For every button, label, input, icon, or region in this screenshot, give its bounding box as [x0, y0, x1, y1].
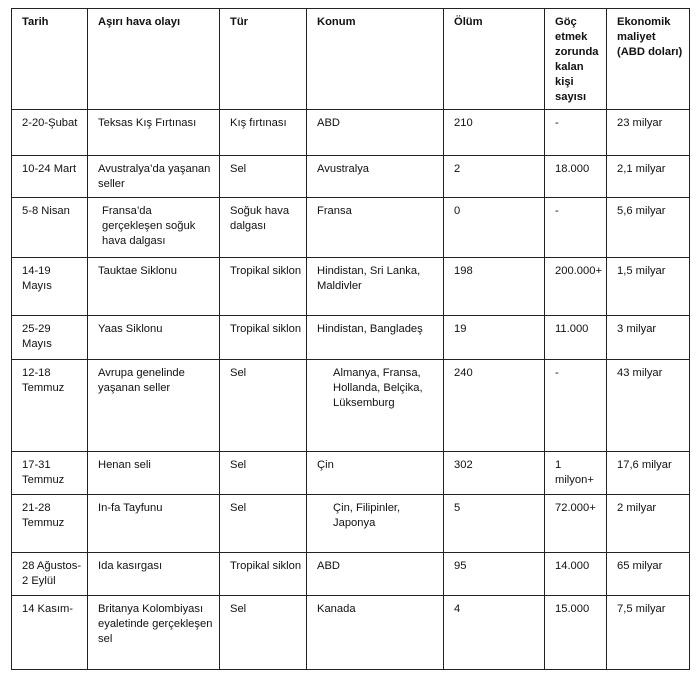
cell-displaced: 14.000	[545, 553, 607, 596]
table-row	[12, 198, 690, 258]
cell-cost: 5,6 milyar	[607, 198, 690, 258]
table-row	[12, 596, 690, 670]
cell-cost: 23 milyar	[607, 110, 690, 156]
cell-type: Tropikal siklon	[220, 553, 307, 596]
cell-cost: 3 milyar	[607, 316, 690, 360]
cell-date: 12-18 Temmuz	[12, 360, 88, 452]
cell-type: Kış fırtınası	[220, 110, 307, 156]
cell-type: Tropikal siklon	[220, 316, 307, 360]
cell-location: ABD	[307, 553, 444, 596]
cell-date: 5-8 Nisan	[12, 198, 88, 258]
cell-deaths: 2	[444, 156, 545, 198]
cell-event: Yaas Siklonu	[88, 316, 220, 360]
cell-type: Sel	[220, 495, 307, 553]
cell-type: Sel	[220, 596, 307, 670]
table-row	[12, 110, 690, 156]
cell-displaced: 72.000+	[545, 495, 607, 553]
cell-location: Çin, Filipinler, Japonya	[307, 495, 444, 553]
cell-location: Avustralya	[307, 156, 444, 198]
cell-displaced: 11.000	[545, 316, 607, 360]
weather-events-table	[11, 8, 690, 670]
cell-cost: 2,1 milyar	[607, 156, 690, 198]
table-header-row	[12, 9, 690, 110]
cell-cost: 65 milyar	[607, 553, 690, 596]
header-date: Tarih	[12, 9, 88, 110]
cell-event: Teksas Kış Fırtınası	[88, 110, 220, 156]
cell-location: Çin	[307, 452, 444, 495]
cell-displaced: 18.000	[545, 156, 607, 198]
cell-date: 28 Ağustos-2 Eylül	[12, 553, 88, 596]
table-row	[12, 258, 690, 316]
cell-deaths: 302	[444, 452, 545, 495]
cell-date: 14 Kasım-	[12, 596, 88, 670]
header-type: Tür	[220, 9, 307, 110]
cell-location: Hindistan, Bangladeş	[307, 316, 444, 360]
cell-deaths: 240	[444, 360, 545, 452]
cell-date: 14-19 Mayıs	[12, 258, 88, 316]
cell-location: Almanya, Fransa, Hollanda, Belçika, Lüksemburg	[307, 360, 444, 452]
cell-deaths: 198	[444, 258, 545, 316]
cell-deaths: 210	[444, 110, 545, 156]
cell-deaths: 5	[444, 495, 545, 553]
cell-event: Britanya Kolombiyası eyaletinde gerçekleşen sel	[88, 596, 220, 670]
cell-type: Tropikal siklon	[220, 258, 307, 316]
cell-event: Henan seli	[88, 452, 220, 495]
header-deaths: Ölüm	[444, 9, 545, 110]
cell-date: 2-20-Şubat	[12, 110, 88, 156]
cell-displaced: -	[545, 198, 607, 258]
cell-type: Sel	[220, 156, 307, 198]
cell-event: Tauktae Siklonu	[88, 258, 220, 316]
cell-displaced: 200.000+	[545, 258, 607, 316]
header-location: Konum	[307, 9, 444, 110]
cell-type: Sel	[220, 360, 307, 452]
cell-deaths: 19	[444, 316, 545, 360]
cell-deaths: 95	[444, 553, 545, 596]
cell-cost: 7,5 milyar	[607, 596, 690, 670]
table-row	[12, 316, 690, 360]
header-event: Aşırı hava olayı	[88, 9, 220, 110]
cell-location: Kanada	[307, 596, 444, 670]
cell-type: Sel	[220, 452, 307, 495]
table-row	[12, 452, 690, 495]
cell-deaths: 4	[444, 596, 545, 670]
cell-location: ABD	[307, 110, 444, 156]
cell-date: 25-29 Mayıs	[12, 316, 88, 360]
header-displaced: Göç etmek zorunda kalan kişi sayısı	[545, 9, 607, 110]
cell-date: 21-28 Temmuz	[12, 495, 88, 553]
cell-location: Hindistan, Sri Lanka, Maldivler	[307, 258, 444, 316]
cell-displaced: -	[545, 110, 607, 156]
cell-date: 10-24 Mart	[12, 156, 88, 198]
cell-cost: 2 milyar	[607, 495, 690, 553]
cell-cost: 43 milyar	[607, 360, 690, 452]
cell-location: Fransa	[307, 198, 444, 258]
table-row	[12, 495, 690, 553]
table-row	[12, 156, 690, 198]
cell-displaced: 15.000	[545, 596, 607, 670]
table-row	[12, 553, 690, 596]
cell-displaced: 1 milyon+	[545, 452, 607, 495]
cell-event: Avustralya’da yaşanan seller	[88, 156, 220, 198]
header-cost: Ekonomik maliyet (ABD doları)	[607, 9, 690, 110]
cell-date: 17-31 Temmuz	[12, 452, 88, 495]
cell-deaths: 0	[444, 198, 545, 258]
cell-displaced: -	[545, 360, 607, 452]
cell-cost: 1,5 milyar	[607, 258, 690, 316]
cell-event: Fransa’da gerçekleşen soğuk hava dalgası	[88, 198, 220, 258]
cell-type: Soğuk hava dalgası	[220, 198, 307, 258]
cell-event: Avrupa genelinde yaşanan seller	[88, 360, 220, 452]
cell-event: Ida kasırgası	[88, 553, 220, 596]
cell-cost: 17,6 milyar	[607, 452, 690, 495]
table-row	[12, 360, 690, 452]
cell-event: In-fa Tayfunu	[88, 495, 220, 553]
